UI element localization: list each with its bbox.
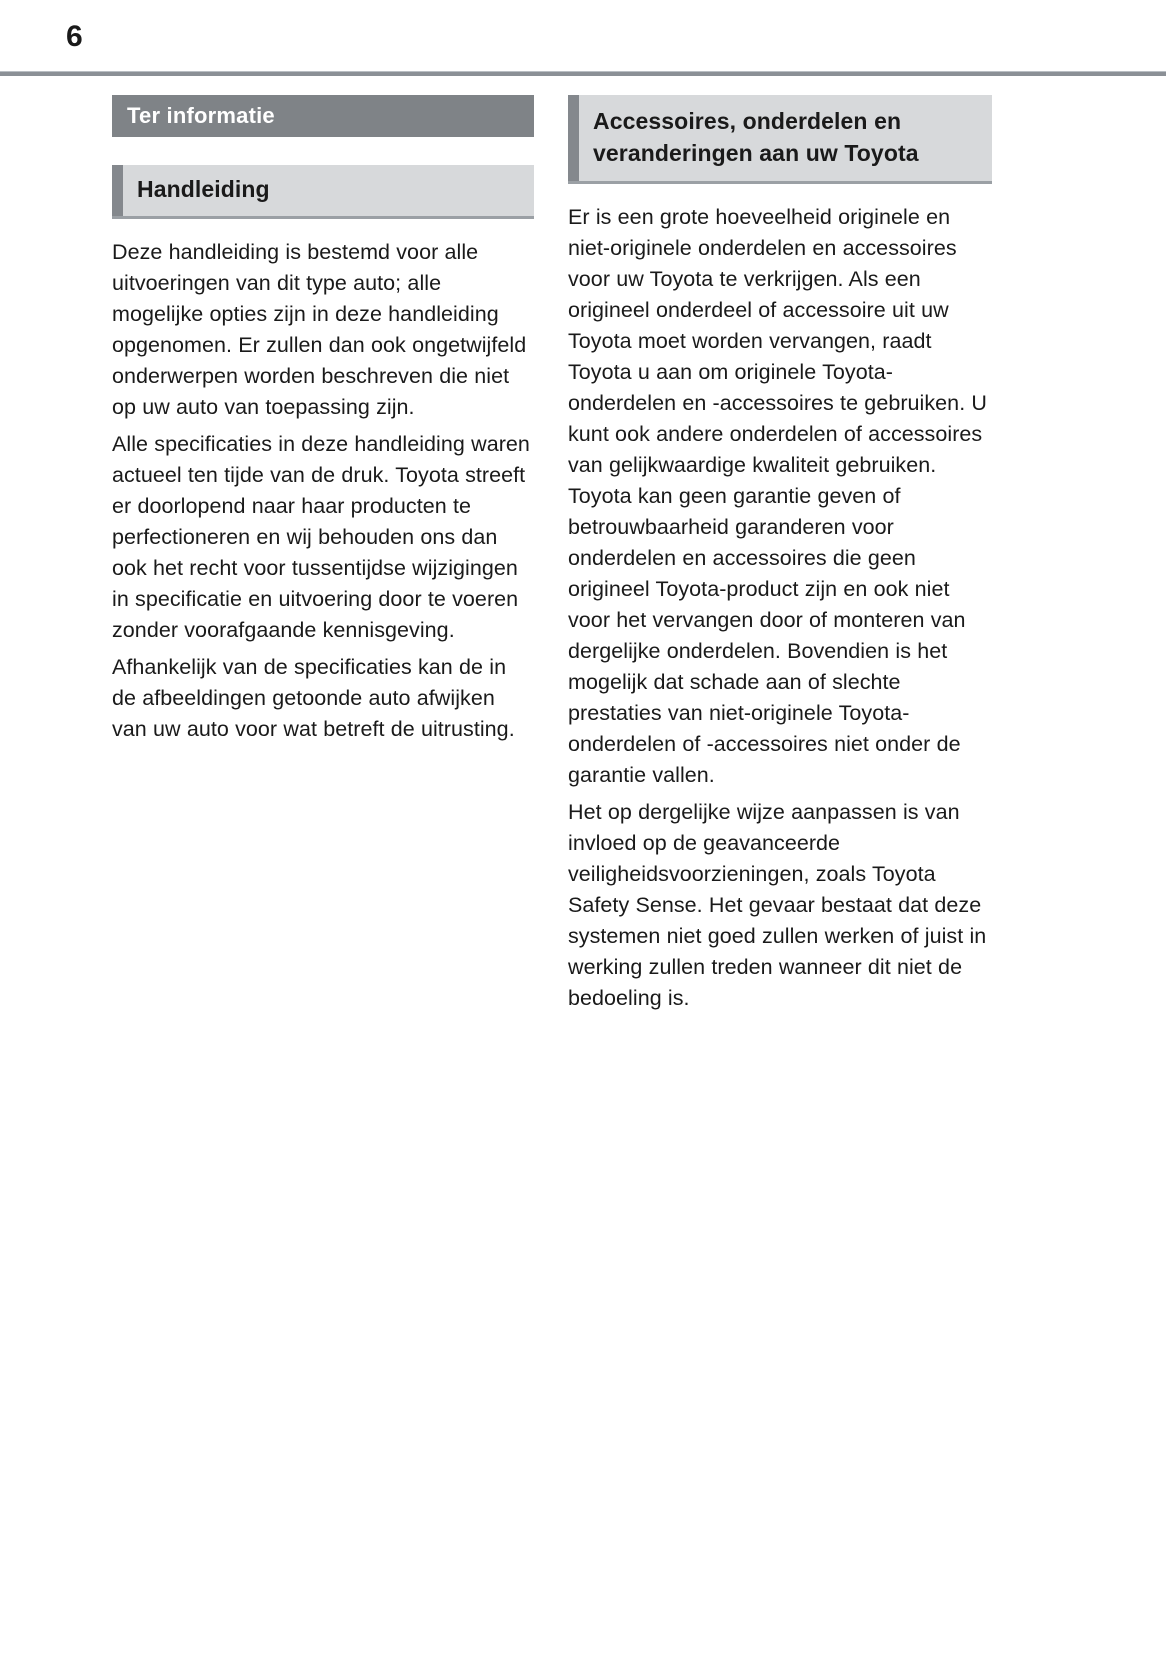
page-number: 6 [66,20,83,53]
right-column-body [568,202,992,1014]
subheading-label: Handleiding [137,176,270,202]
subheading-accent-bar-icon [112,165,123,216]
page-header [0,0,1166,76]
section-banner-ter-informatie [112,95,534,137]
paragraph: Deze handleiding is bestemd voor alle uitvoeringen van dit type auto; alle mogelijke opties zijn in deze handleiding opgenomen. Er zullen dan ook ongetwijfeld onderwerpen worden beschreven die niet op uw auto van toepassing zijn. [112,239,527,419]
header-divider [0,71,1166,76]
subheading-label: Accessoires, onderdelen en veranderingen aan uw Toyota [593,108,919,166]
right-column [568,95,992,1020]
subheading-accessoires [568,95,992,184]
left-column-body [112,237,534,745]
paragraph: Alle specificaties in deze handleiding waren actueel ten tijde van de druk. Toyota streeft er doorlopend naar haar producten te perfectioneren en wij behouden ons dan ook het recht voor tussentijdse wijzigingen in specificatie en uitvoering door te voeren zonder voorafgaande kennisgeving. [112,431,530,642]
left-column [112,95,534,745]
subheading-handleiding [112,165,534,219]
paragraph: Afhankelijk van de specificaties kan de in de afbeeldingen getoonde auto afwijken van uw auto voor wat betreft de uitrusting. [112,654,515,741]
section-banner-label: Ter informatie [127,103,275,128]
subheading-accent-bar-icon [568,95,579,181]
paragraph: Er is een grote hoeveelheid originele en niet-originele onderdelen en accessoires voor uw Toyota te verkrijgen. Als een origineel onderdeel of accessoire uit uw Toyota moet worden vervangen, raadt Toyota u aan om originele Toyota-onderdelen en -accessoires te gebruiken. U kunt ook andere onderdelen of accessoires van gelijkwaardige kwaliteit gebruiken. Toyota kan geen garantie geven of betrouwbaarheid garanderen voor onderdelen en accessoires die geen origineel Toyota-product zijn en ook niet voor het vervangen door of monteren van dergelijke onderdelen. Bovendien is het mogelijk dat schade aan of slechte prestaties van niet-originele Toyota-onderdelen of -accessoires niet onder de garantie vallen. [568,205,988,788]
paragraph: Het op dergelijke wijze aanpassen is van invloed op de geavanceerde veiligheidsvoorzieningen, zoals Toyota Safety Sense. Het gevaar bestaat dat deze systemen niet goed zullen werken of juist in werking zullen treden wanneer dit niet de bedoeling is. [568,800,987,1011]
